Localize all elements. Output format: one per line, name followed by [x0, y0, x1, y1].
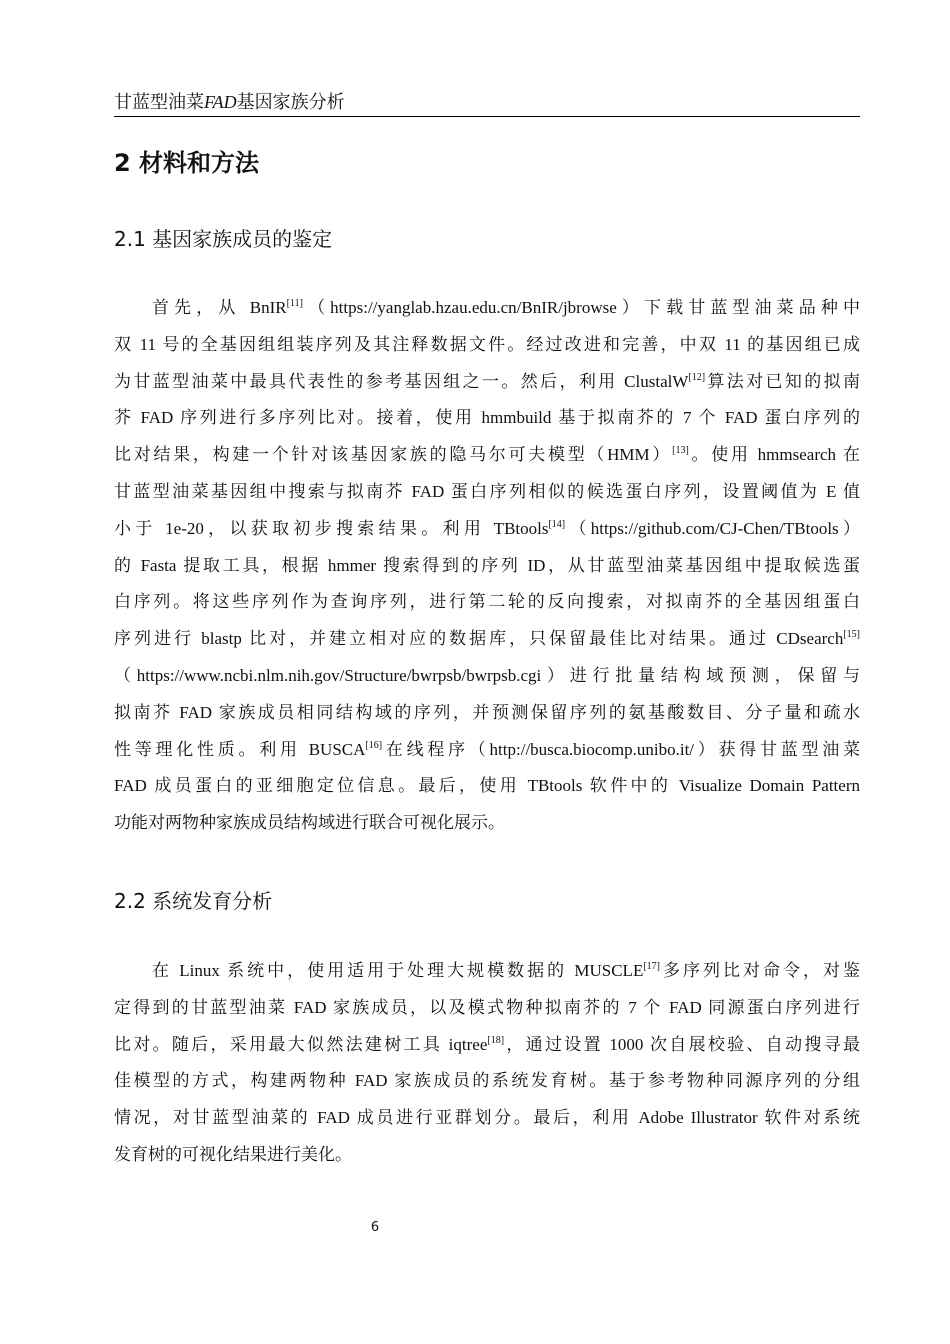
citation-ref: [13] — [672, 445, 689, 457]
text-run: 比对结果，构建一个针对该基因家族的隐马尔可夫模型（HMM） — [114, 445, 673, 465]
text-run: 。使用 hmmsearch 在 — [688, 445, 860, 465]
text-line — [114, 695, 860, 732]
text-run: 序列进行 blastp 比对，并建立相对应的数据库，只保留最佳比对结果。通过 CDsearch — [114, 629, 844, 649]
text-run: ，通过设置 1000 次自展校验、自动搜寻最 — [504, 1034, 860, 1054]
header-italic: FAD — [204, 92, 237, 112]
text-run: 在 Linux 系统中，使用适用于处理大规模数据的 MUSCLE — [152, 961, 644, 980]
text-run: 的 Fasta 提取工具，根据 hmmer 搜索得到的序列 ID，从甘蓝型油菜基因组中提取候选蛋 — [114, 555, 860, 575]
running-header — [114, 90, 860, 117]
chapter-title: 2 材料和方法 — [114, 149, 260, 177]
text-run: 甘蓝型油菜基因组中搜索与拟南芥 FAD 蛋白序列相似的候选蛋白序列，设置阈值为 E 值 — [114, 481, 860, 501]
text-line — [114, 805, 860, 842]
section-title-2-2: 2.2 系统发育分析 — [114, 889, 273, 913]
text-run: 拟南芥 FAD 家族成员相同结构域的序列，并预测保留序列的氨基酸数目、分子量和疏水 — [114, 702, 860, 722]
citation-ref: [17] — [643, 961, 660, 972]
text-line — [114, 511, 860, 548]
text-line — [114, 548, 860, 585]
text-line — [114, 1137, 860, 1174]
text-line — [114, 1100, 860, 1137]
text-run: 功能对两物种家族成员结构域进行联合可视化展示。 — [114, 813, 505, 833]
text-run: 佳模型的方式，构建两物种 FAD 家族成员的系统发育树。基于参考物种同源序列的分组 — [114, 1071, 860, 1091]
text-run: 白序列。将这些序列作为查询序列，进行第二轮的反向搜索，对拟南芥的全基因组蛋白 — [114, 592, 860, 612]
citation-ref: [16] — [365, 739, 383, 751]
paragraph-phylogeny — [114, 953, 860, 1174]
text-line — [114, 584, 860, 621]
text-line — [114, 1063, 860, 1100]
text-run: （https://yanglab.hzau.edu.cn/BnIR/jbrowse）下载甘蓝型油菜品种中 — [302, 298, 860, 317]
text-run: 小于 1e-20，以获取初步搜索结果。利用 TBtools — [114, 518, 549, 538]
citation-ref: [11] — [286, 298, 303, 309]
text-run: 芥 FAD 序列进行多序列比对。接着，使用 hmmbuild 基于拟南芥的 7 个 FAD 蛋白序列的 — [114, 408, 860, 428]
text-run: （https://github.com/CJ-Chen/TBtools） — [565, 518, 860, 538]
text-line — [114, 953, 860, 990]
text-line — [114, 400, 860, 437]
text-run: 在线程序（http://busca.biocomp.unibo.it/）获得甘蓝型油菜 — [382, 739, 860, 759]
text-line — [114, 990, 860, 1027]
text-line — [114, 364, 860, 401]
text-run: 多序列比对命令，对鉴 — [660, 961, 861, 980]
text-line — [114, 437, 860, 474]
text-run: 双 11 号的全基因组组装序列及其注释数据文件。经过改进和完善，中双 11 的基因组已成 — [114, 334, 860, 354]
page-number: 6 — [370, 1220, 380, 1235]
text-run: 算法对已知的拟南 — [705, 371, 861, 391]
text-line — [114, 768, 860, 805]
text-run: 比对。随后，采用最大似然法建树工具 iqtree — [114, 1034, 488, 1054]
text-run: 首先，从 BnIR — [152, 298, 287, 317]
section-title-2-1: 2.1 基因家族成员的鉴定 — [114, 227, 333, 251]
header-suffix: 基因家族分析 — [236, 92, 345, 112]
citation-ref: [18] — [487, 1034, 505, 1046]
header-prefix: 甘蓝型油菜 — [114, 92, 204, 112]
text-line — [114, 290, 860, 327]
text-line — [114, 327, 860, 364]
text-line — [114, 621, 860, 658]
paragraph-identification — [114, 290, 860, 842]
text-run: FAD 成员蛋白的亚细胞定位信息。最后，使用 TBtools 软件中的 Visualize Domain Pattern — [114, 776, 860, 796]
text-run: 情况，对甘蓝型油菜的 FAD 成员进行亚群划分。最后，利用 Adobe Illustrator 软件对系统 — [114, 1108, 860, 1128]
text-line — [114, 474, 860, 511]
text-line — [114, 1027, 860, 1064]
citation-ref: [14] — [548, 518, 566, 530]
text-run: （https://www.ncbi.nlm.nih.gov/Structure/bwrpsb/bwrpsb.cgi）进行批量结构域预测，保留与 — [114, 665, 860, 685]
citation-ref: [12] — [688, 371, 706, 383]
citation-ref: [15] — [843, 629, 860, 641]
text-line — [114, 658, 860, 695]
text-run: 为甘蓝型油菜中最具代表性的参考基因组之一。然后，利用 ClustalW — [114, 371, 689, 391]
text-run: 性等理化性质。利用 BUSCA — [114, 739, 366, 759]
text-run: 发育树的可视化结果进行美化。 — [114, 1144, 352, 1164]
text-line — [114, 732, 860, 769]
text-run: 定得到的甘蓝型油菜 FAD 家族成员，以及模式物种拟南芥的 7 个 FAD 同源蛋白序列进行 — [114, 997, 860, 1017]
